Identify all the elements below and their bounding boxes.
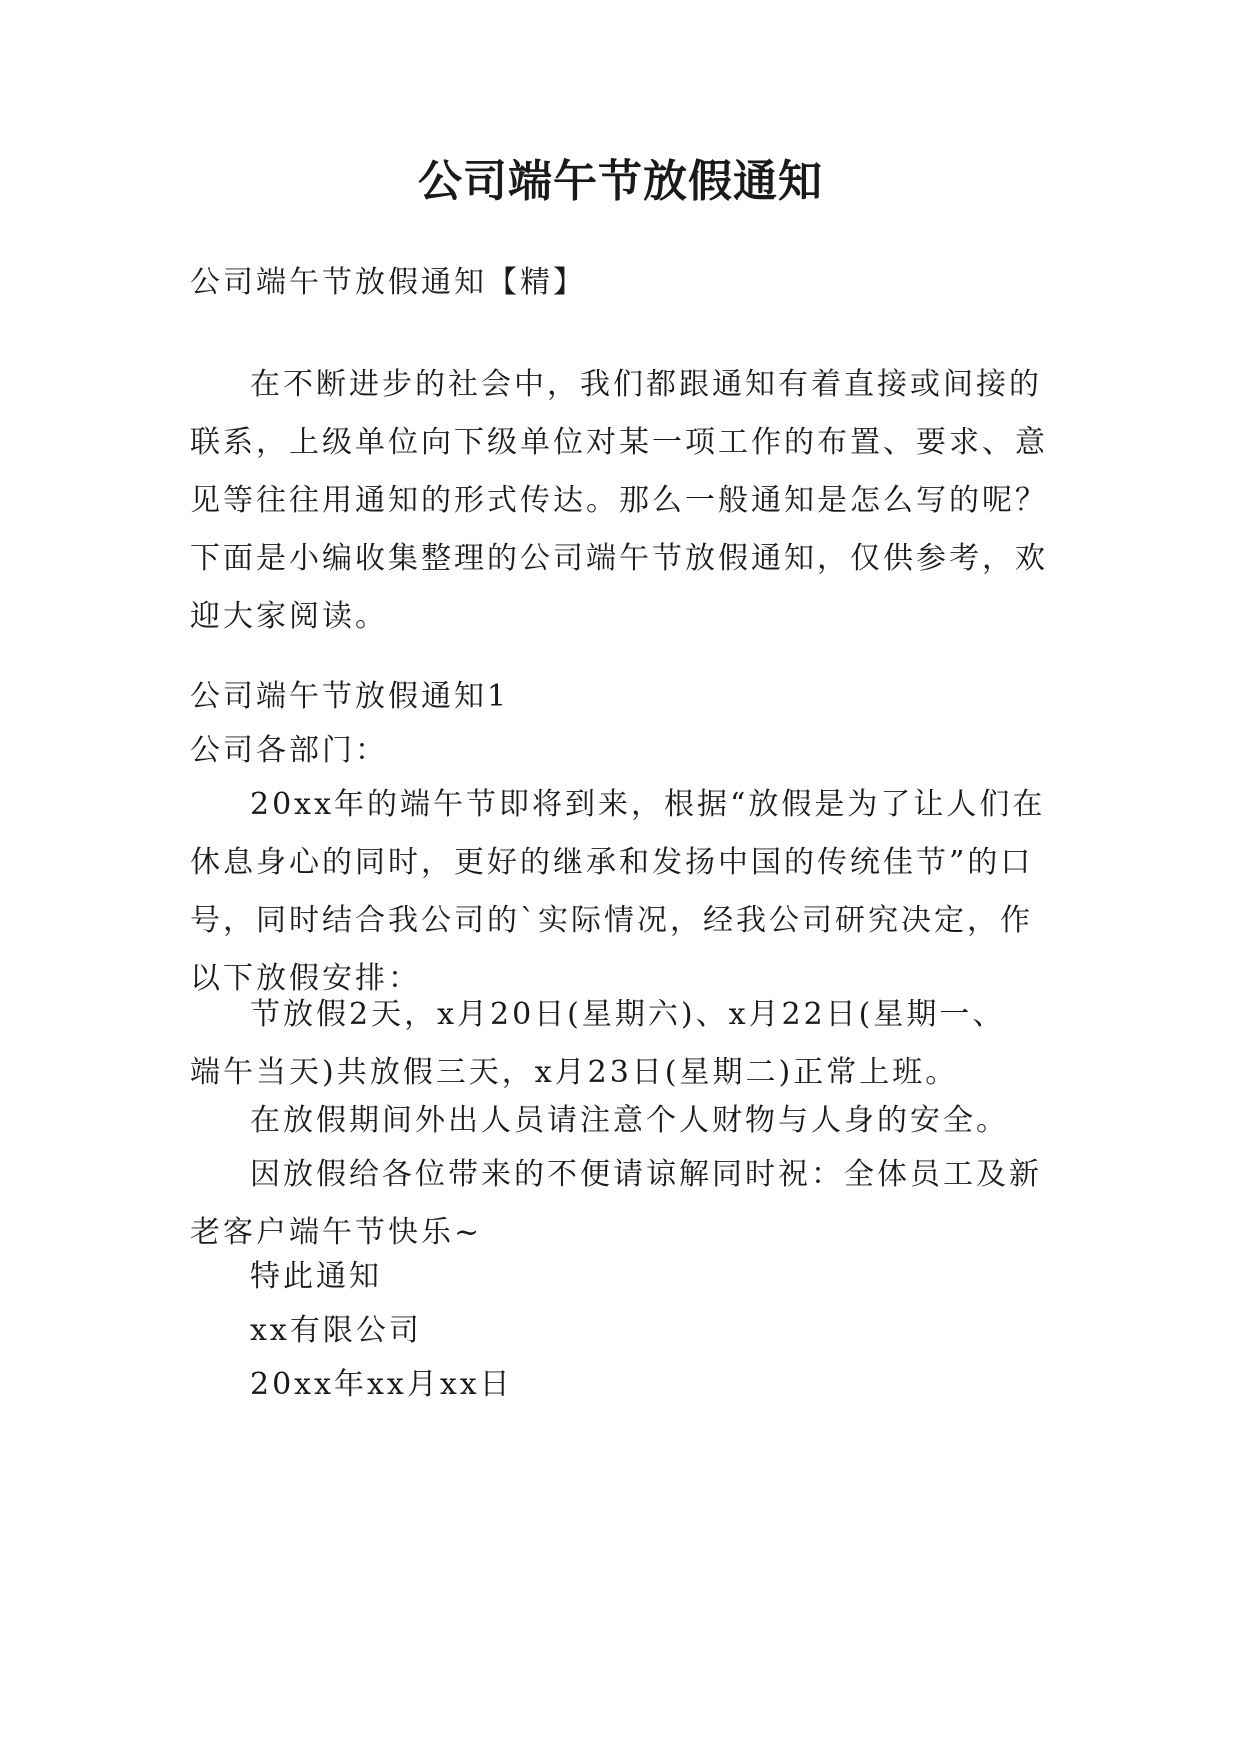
paragraph-line: 休息身心的同时，更好的继承和发扬中国的传统佳节”的口 (190, 845, 1034, 880)
paragraph-line: 端午当天)共放假三天，x月23日(星期二)正常上班。 (190, 1055, 959, 1090)
section-heading: 公司端午节放假通知1 (190, 679, 510, 714)
document-title: 公司端午节放假通知 (418, 156, 823, 207)
paragraph-holiday-schedule (190, 986, 1060, 1102)
intro-paragraph (190, 356, 1060, 646)
paragraph-holiday-reason (190, 776, 1060, 1008)
document-date: 20xx年xx月xx日 (250, 1367, 513, 1402)
paragraph-safety: 在放假期间外出人员请注意个人财物与人身的安全。 (250, 1103, 1009, 1138)
intro-line: 见等往往用通知的形式传达。那么一般通知是怎么写的呢？ (190, 483, 1048, 518)
company-name: xx有限公司 (250, 1313, 422, 1348)
paragraph-line: 老客户端午节快乐~ (190, 1215, 483, 1250)
intro-line: 迎大家阅读。 (190, 599, 388, 634)
salutation: 公司各部门： (190, 733, 388, 768)
paragraph-line: 号，同时结合我公司的`实际情况，经我公司研究决定，作 (190, 903, 1033, 938)
paragraph-line: 以下放假安排： (190, 961, 421, 996)
paragraph-line: 因放假给各位带来的不便请谅解同时祝：全体员工及新 (250, 1157, 1042, 1192)
intro-line: 下面是小编收集整理的公司端午节放假通知，仅供参考，欢 (190, 541, 1048, 576)
document-subtitle: 公司端午节放假通知【精】 (190, 265, 586, 300)
paragraph-line: 20xx年的端午节即将到来，根据“放假是为了让人们在 (250, 787, 1046, 822)
closing-remark: 特此通知 (250, 1259, 382, 1294)
paragraph-wishes (190, 1146, 1060, 1262)
paragraph-line: 节放假2天，x月20日(星期六)、x月22日(星期一、 (250, 997, 1006, 1032)
intro-line: 联系，上级单位向下级单位对某一项工作的布置、要求、意 (190, 425, 1048, 460)
intro-line: 在不断进步的社会中，我们都跟通知有着直接或间接的 (250, 367, 1042, 402)
